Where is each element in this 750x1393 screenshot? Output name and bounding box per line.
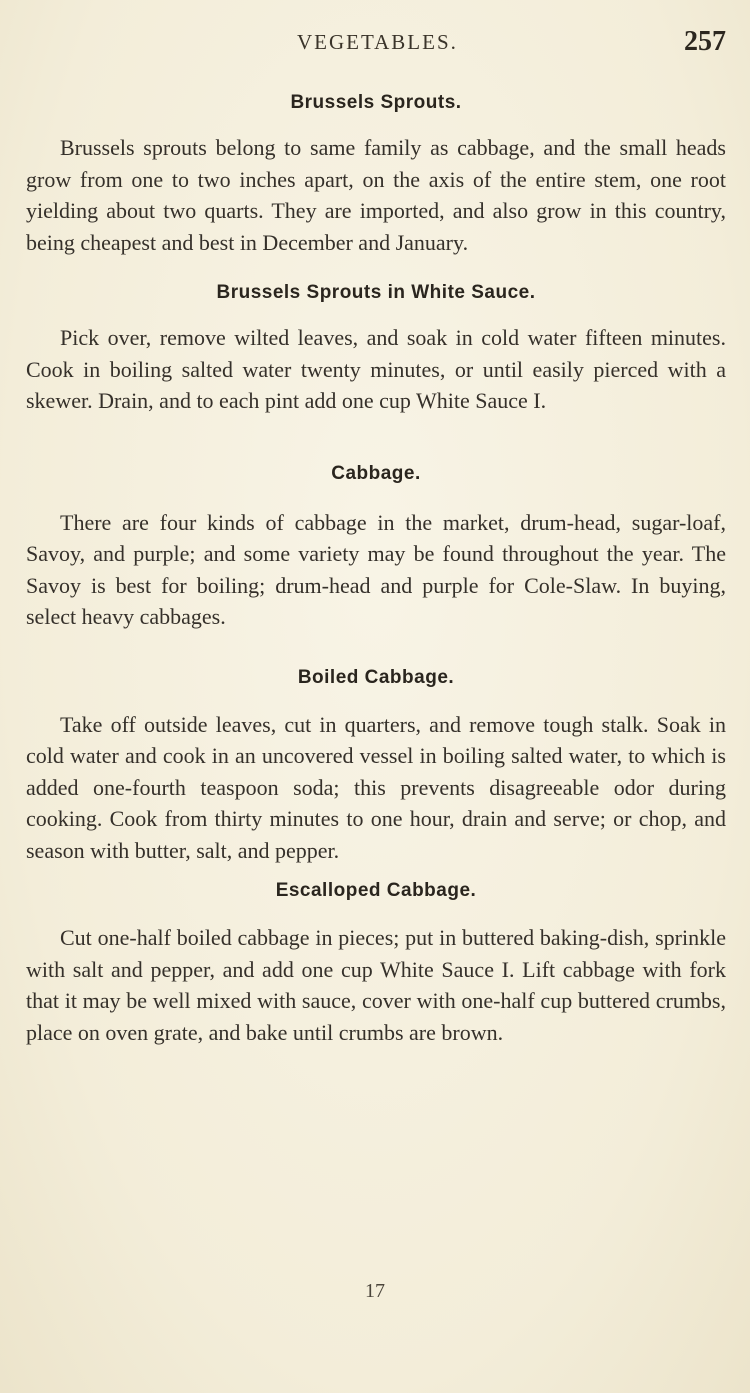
section-body-brussels-sprouts-white-sauce: Pick over, remove wilted leaves, and soak in cold water fifteen minutes. Cook in boiling salted water twenty minutes, or until easily pierced with a skewer. Drain, and to each pint add one cup White Sauce I. [26, 325, 726, 413]
running-head [0, 24, 750, 64]
section-title-brussels-sprouts-white-sauce: Brussels Sprouts in White Sauce. [216, 282, 536, 303]
section-body-escalloped-cabbage: Cut one-half boiled cabbage in pieces; put in buttered baking-dish, sprinkle with salt and pepper, and add one cup White Sauce I. Lift cabbage with fork that it may be well mixed with sauce, cover with one-half cup buttered crumbs, place on oven grate, and bake until crumbs are brown. [26, 925, 726, 1045]
section-body-cabbage: There are four kinds of cabbage in the market, drum-head, sugar-loaf, Savoy, and purple; and some variety may be found throughout the year. The Savoy is best for boiling; drum-head and purple for Cole-Slaw. In buying, select heavy cabbages. [26, 509, 726, 629]
section-title-escalloped-cabbage: Escalloped Cabbage. [275, 880, 477, 901]
running-title: VEGETABLES. [297, 30, 458, 54]
page-content [26, 86, 726, 1048]
section-body-brussels-sprouts: Brussels sprouts belong to same family as cabbage, and the small heads grow from one to two inches apart, on the axis of the entire stem, one root yielding about two quarts. They are imported, and also grow in this country, being cheapest and best in December and January. [26, 135, 726, 255]
section-title-cabbage: Cabbage. [331, 462, 421, 484]
section-title-boiled-cabbage: Boiled Cabbage. [297, 666, 455, 688]
section-title-brussels-sprouts: Brussels Sprouts. [290, 92, 462, 113]
page-number: 257 [684, 26, 726, 57]
signature-mark: 17 [365, 1280, 385, 1302]
section-body-boiled-cabbage: Take off outside leaves, cut in quarters, and remove tough stalk. Soak in cold water and cook in an uncovered vessel in boiling salted water, to which is added one-fourth teaspoon soda; this prevents disagreeable odor during cooking. Cook from thirty minutes to one hour, drain and serve; or chop, and season with butter, salt, and pepper. [26, 711, 726, 863]
